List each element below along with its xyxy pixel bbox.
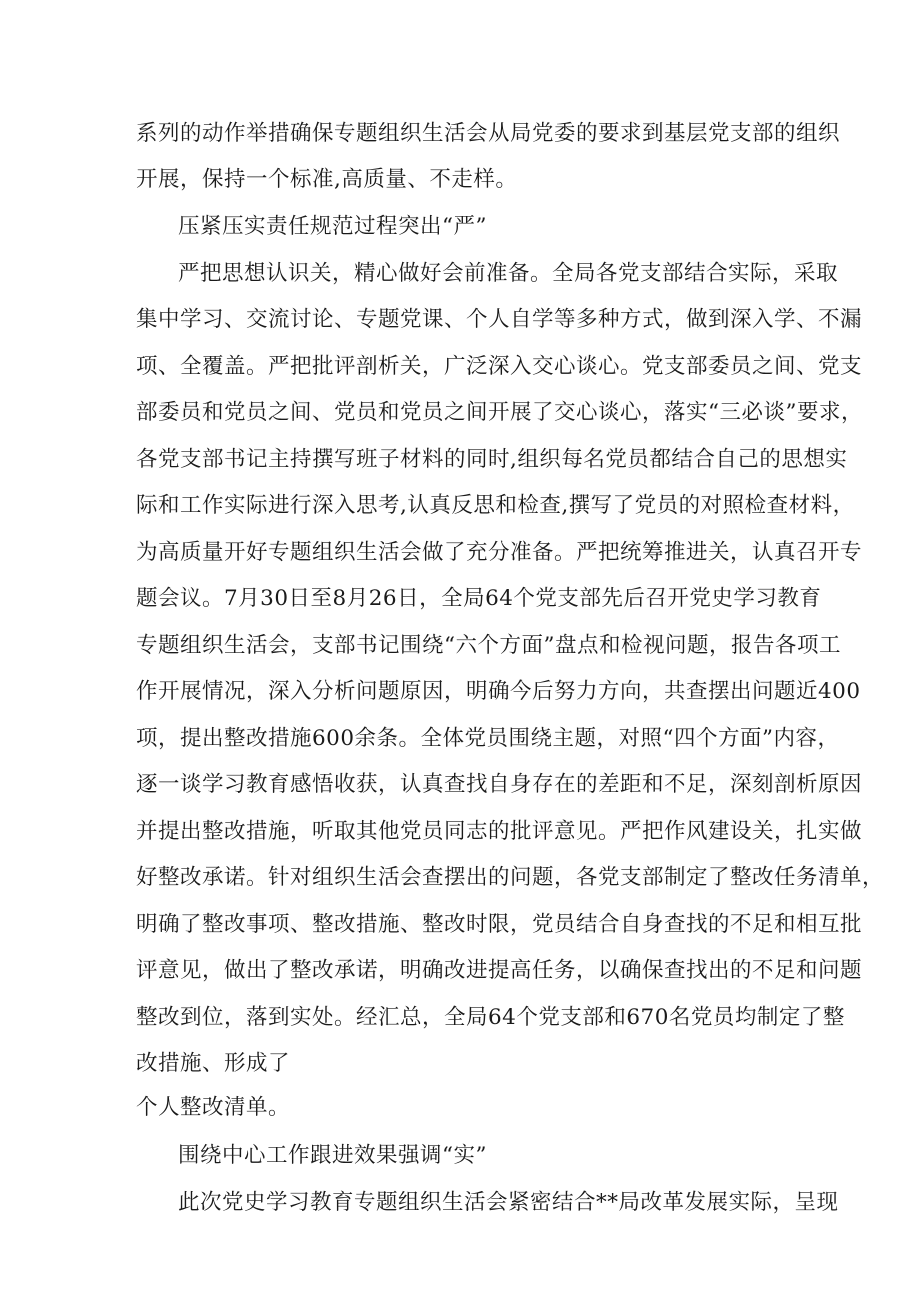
text-line: 开展，保持一个标准,高质量、不走样。 [136,167,518,192]
text-line: 系列的动作举措确保专题组织生活会从局党委的要求到基层党支部的组织 [136,121,841,146]
section-heading: 围绕中心工作跟进效果强调“实” [178,1143,487,1168]
text-line: 际和工作实际进行深入思考,认真反思和检查,撰写了党员的对照检查材料， [136,493,855,518]
text-line: 题会议。7月30日至8月26日，全局64个党支部先后召开党史学习教育 [136,586,822,611]
text-line: 项、全覆盖。严把批评剖析关，广泛深入交心谈心。党支部委员之间、党支 [136,354,863,379]
text-line: 项，提出整改措施600余条。全体党员围绕主题，对照“四个方面”内容， [136,726,840,751]
text-line: 整改到位，落到实处。经汇总，全局64个党支部和670名党员均制定了整 [136,1005,845,1030]
text-line: 逐一谈学习教育感悟收获，认真查找自身存在的差距和不足，深刻剖析原因 [136,772,863,797]
text-line: 专题组织生活会，支部书记围绕“六个方面”盘点和检视问题，报告各项工 [136,633,841,658]
text-line: 评意见，做出了整改承诺，明确改进提高任务，以确保查找出的不足和问题 [136,958,863,983]
text-line: 集中学习、交流讨论、专题党课、个人自学等多种方式，做到深入学、不漏 [136,307,863,332]
text-line: 为高质量开好专题组织生活会做了充分准备。严把统筹推进关，认真召开专 [136,540,863,565]
text-line: 各党支部书记主持撰写班子材料的同时,组织每名党员都结合自己的思想实 [136,447,848,472]
text-line: 好整改承诺。针对组织生活会查摆出的问题，各党支部制定了整改任务清单， [136,865,885,890]
text-line: 改措施、形成了 [136,1051,291,1076]
text-line: 此次党史学习教育专题组织生活会紧密结合**局改革发展实际，呈现 [178,1190,839,1215]
section-heading: 压紧压实责任规范过程突出“严” [178,214,487,239]
text-line: 部委员和党员之间、党员和党员之间开展了交心谈心，落实“三必谈”要求， [136,400,863,425]
text-line: 严把思想认识关，精心做好会前准备。全局各党支部结合实际，采取 [178,261,839,286]
text-line: 并提出整改措施，听取其他党员同志的批评意见。严把作风建设关，扎实做 [136,819,863,844]
text-line: 个人整改清单。 [136,1095,291,1120]
text-line: 作开展情况，深入分析问题原因，明确今后努力方向，共查摆出问题近400 [136,679,861,704]
text-line: 明确了整改事项、整改措施、整改时限，党员结合自身查找的不足和相互批 [136,912,863,937]
